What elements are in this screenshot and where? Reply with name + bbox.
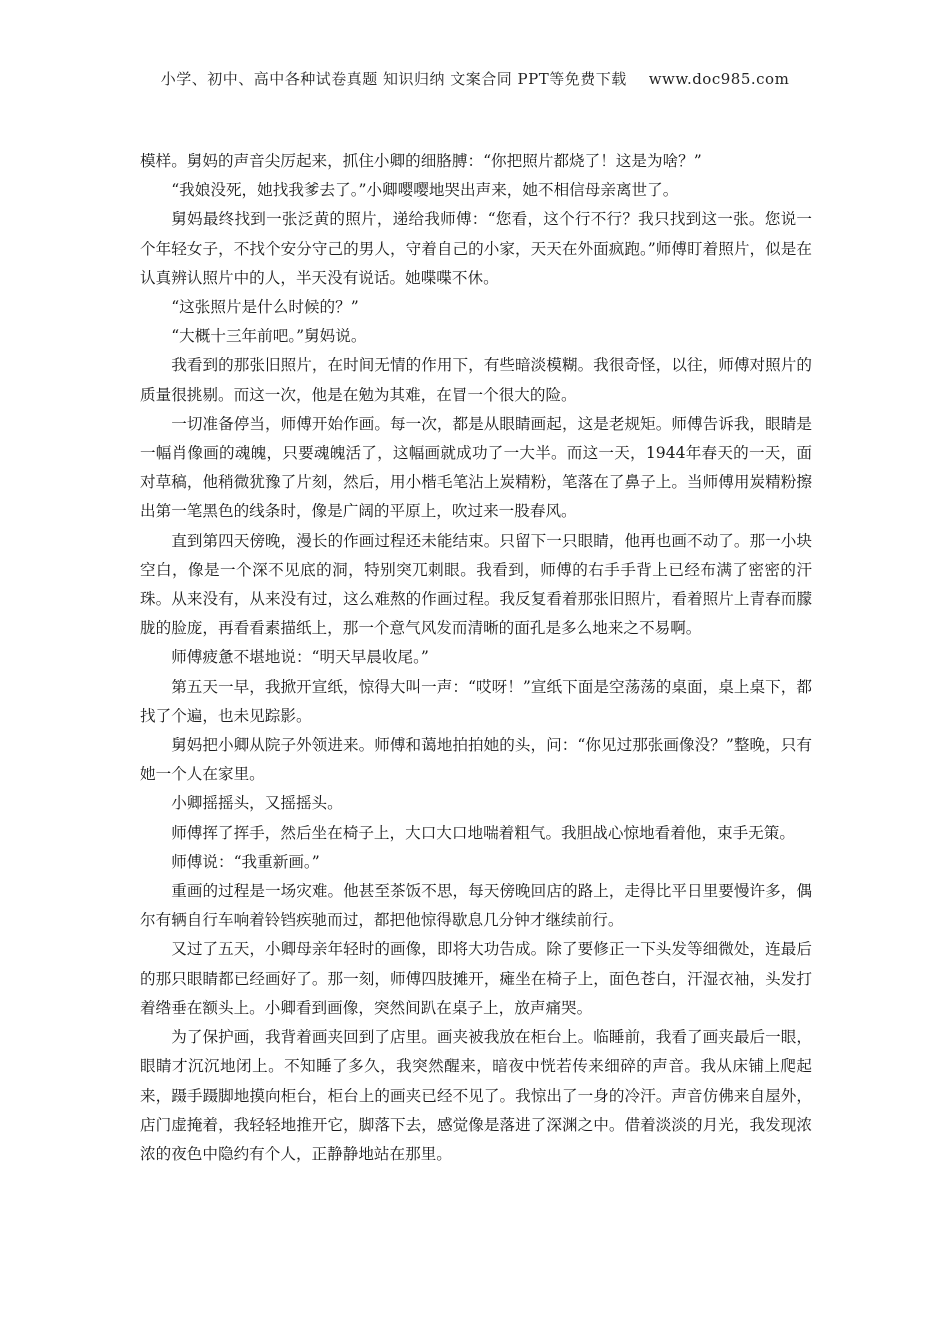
paragraph: 师傅疲惫不堪地说：“明天早晨收尾。”: [171, 648, 429, 667]
paragraph: 师傅挥了挥手，然后坐在椅子上，大口大口地喘着粗气。我胆战心惊地看着他，束手无策。: [171, 823, 795, 842]
paragraph: “大概十三年前吧。”舅妈说。: [171, 327, 367, 346]
paragraph: “我娘没死，她找我爹去了。”小卿嘤嘤地哭出声来，她不相信母亲离世了。: [171, 181, 679, 200]
header-text: 小学、初中、高中各种试卷真题 知识归纳 文案合同 PPT等免费下载: [160, 70, 627, 88]
document-body: [140, 147, 812, 1169]
paragraph: 我看到的那张旧照片，在时间无情的作用下，有些暗淡模糊。我很奇怪，以往，师傅对照片的质量很挑剔。而这一次，他是在勉为其难，在冒一个很大的险。: [140, 356, 812, 404]
paragraph: 舅妈最终找到一张泛黄的照片，递给我师傅：“您看，这个行不行？我只找到这一张。您说一个年轻女子，不找个安分守己的男人，守着自己的小家，天天在外面疯跑。”师傅盯着照片，似是在认真辨认照片中的人，半天没有说话。她喋喋不休。: [140, 210, 812, 287]
header-site-link[interactable]: www.doc985.com: [648, 70, 790, 88]
paragraph: 为了保护画，我背着画夹回到了店里。画夹被我放在柜台上。临睡前，我看了画夹最后一眼，眼睛才沉沉地闭上。不知睡了多久，我突然醒来，暗夜中恍若传来细碎的声音。我从床铺上爬起来，蹑手蹑脚地摸向柜台，柜台上的画夹已经不见了。我惊出了一身的冷汗。声音仿佛来自屋外，店门虚掩着，我轻轻地推开它，脚落下去，感觉像是落进了深渊之中。借着淡淡的月光，我发现浓浓的夜色中隐约有个人，正静静地站在那里。: [140, 1028, 812, 1163]
paragraph: 一切准备停当，师傅开始作画。每一次，都是从眼睛画起，这是老规矩。师傅告诉我，眼睛是一幅肖像画的魂魄，只要魂魄活了，这幅画就成功了一大半。而这一天，1944年春天的一天，面对草稿，他稍微犹豫了片刻，然后，用小楷毛笔沾上炭精粉，笔落在了鼻子上。当师傅用炭精粉擦出第一笔黑色的线条时，像是广阔的平原上，吹过来一股春风。: [140, 414, 812, 521]
paragraph: “这张照片是什么时候的？”: [171, 298, 359, 317]
paragraph: 模样。舅妈的声音尖厉起来，抓住小卿的细胳膊：“你把照片都烧了！这是为啥？”: [140, 152, 702, 170]
page-header: [0, 68, 950, 89]
paragraph: 舅妈把小卿从院子外领进来。师傅和蔼地拍拍她的头，问：“你见过那张画像没？”整晚，只有她一个人在家里。: [140, 736, 812, 784]
paragraph: 直到第四天傍晚，漫长的作画过程还未能结束。只留下一只眼睛，他再也画不动了。那一小块空白，像是一个深不见底的洞，特别突兀刺眼。我看到，师傅的右手手背上已经布满了密密的汗珠。从来没有，从来没有过，这么难熬的作画过程。我反复看着那张旧照片，看着照片上青春而朦胧的脸庞，再看看素描纸上，那一个意气风发而清晰的面孔是多么地来之不易啊。: [140, 531, 812, 638]
paragraph: 第五天一早，我掀开宣纸，惊得大叫一声：“哎呀！”宣纸下面是空荡荡的桌面，桌上桌下，都找了个遍，也未见踪影。: [140, 677, 812, 725]
paragraph: 师傅说：“我重新画。”: [171, 852, 320, 871]
paragraph: 又过了五天，小卿母亲年轻时的画像，即将大功告成。除了要修正一下头发等细微处，连最后的那只眼睛都已经画好了。那一刻，师傅四肢摊开，瘫坐在椅子上，面色苍白，汗湿衣袖，头发打着绺垂在额头上。小卿看到画像，突然间趴在桌子上，放声痛哭。: [140, 940, 812, 1017]
paragraph: 重画的过程是一场灾难。他甚至茶饭不思，每天傍晚回店的路上，走得比平日里要慢许多，偶尔有辆自行车响着铃铛疾驰而过，都把他惊得歇息几分钟才继续前行。: [140, 882, 812, 930]
paragraph: 小卿摇摇头，又摇摇头。: [171, 794, 343, 813]
